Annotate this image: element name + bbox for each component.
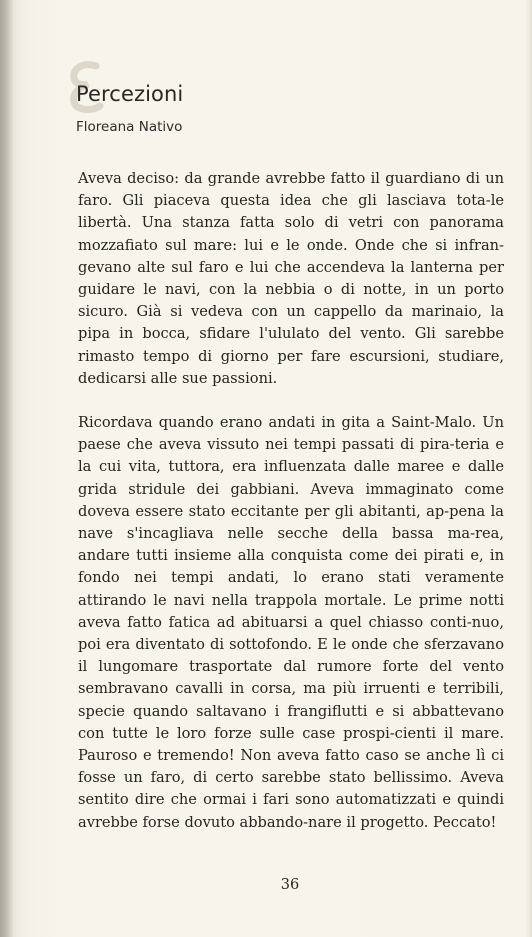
binding-shadow (0, 0, 14, 937)
body-text (78, 168, 504, 834)
paragraph-2: Ricordava quando erano andati in gita a Saint-Malo. Un paese che aveva vissuto nei tempi passati di pira-teria e la cui vita, tuttora, era influenzata dalle maree e dalle grida stridule dei gabbiani. Aveva immaginato come doveva essere stato eccitante per gli abitanti, ap-pena la nave s'incagliava nelle secche della bassa ma-rea, andare tutti insieme alla conquista come dei pirati e, in fondo nei tempi andati, lo erano stati veramente attirando le navi nella trappola mortale. Le prime notti aveva fatto fatica ad abituarsi a quel chiasso conti-nuo, poi era diventato di sottofondo. E le onde che sferzavano il lungomare trasportate dal rumore forte del vento sembravano cavalli in corsa, ma più irruenti e terribili, specie quando saltavano i frangiflutti e si abbattevano con tutte le loro forze sulle case prospi-cienti il mare. Pauroso e tremendo! Non aveva fatto caso se anche lì ci fosse un faro, di certo sarebbe stato bellissimo. Aveva sentito dire che ormai i fari sono automatizzati e quindi avrebbe forse dovuto abbando-nare il progetto. Peccato! (78, 414, 504, 831)
page-number: 36 (280, 877, 300, 893)
chapter-title: Percezioni (76, 82, 184, 106)
page-edge (526, 0, 532, 937)
author-name: Floreana Nativo (76, 119, 183, 135)
paragraph-spacer (78, 390, 504, 412)
paragraph-1: Aveva deciso: da grande avrebbe fatto il guardiano di un faro. Gli piaceva questa idea che gli lasciava tota-le libertà. Una stanza fatta solo di vetri con panorama mozzafiato sul mare: lui e le onde. Onde che si infran-gevano alte sul faro e lui che accendeva la lanterna per guidare le navi, con la nebbia o di notte, in un porto sicuro. Già si vedeva con un cappello da marinaio, la pipa in bocca, sfidare l'ululato del vento. Gli sarebbe rimasto tempo di giorno per fare escursioni, studiare, dedicarsi alle sue passioni. (78, 170, 504, 387)
